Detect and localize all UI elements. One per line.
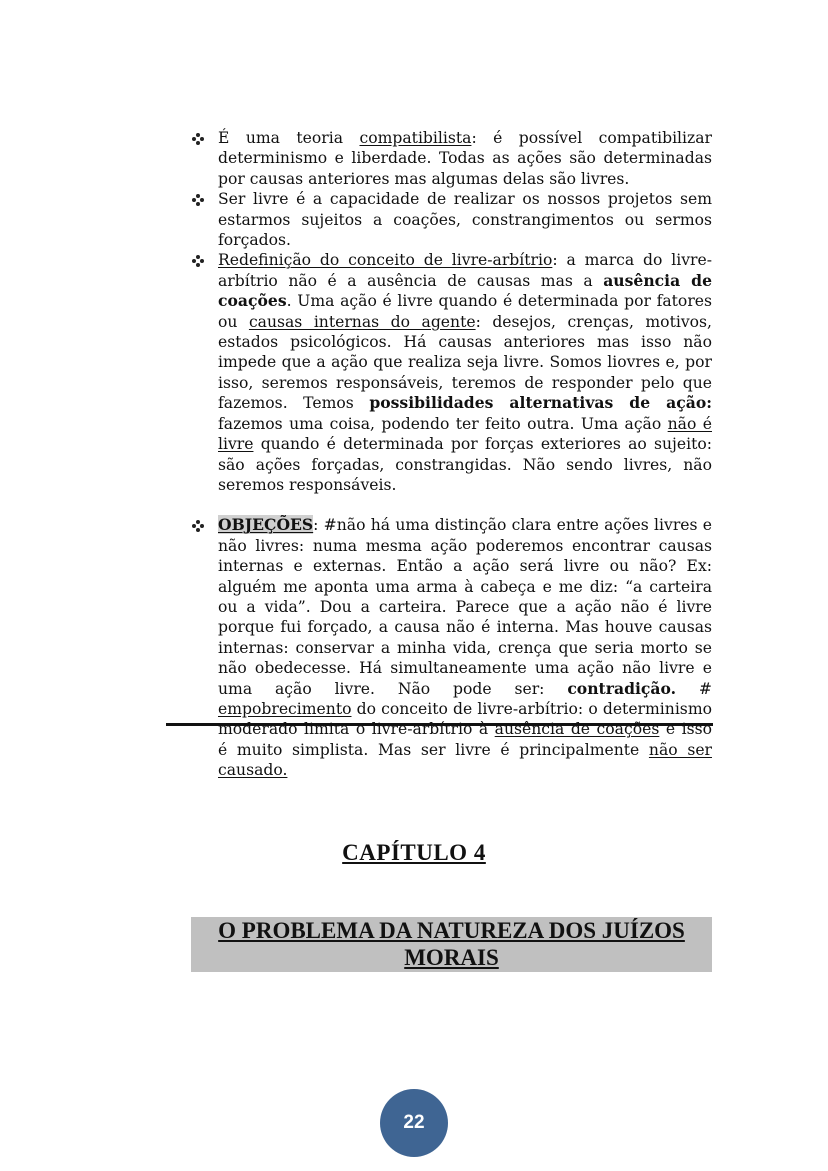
text-segment: contradição.: [567, 678, 677, 698]
bullet-text: [218, 516, 712, 779]
chapter-title-line-2: MORAIS: [404, 945, 499, 970]
text-segment: : desejos, crenças, motivos, estados psicológicos. Há causas anteriores mas isso não impede que a ação que realiza seja livre. Somos liovres e, por isso, seremos responsáveis, teremos de responder pelo que fazemos. Temos: [218, 312, 712, 413]
text-segment: #: [676, 679, 712, 698]
text-segment: Redefinição do conceito de livre-arbítrio: [218, 251, 553, 270]
text-segment: : é possível compatibilizar determinismo e liberdade. Todas as ações são determinadas por causas anteriores mas algumas delas são livres.: [218, 129, 712, 188]
diamond-bullet-icon: [192, 255, 204, 267]
text-segment: : #não há uma distinção clara entre ações livres e não livres: numa mesma ação poderemos encontrar causas internas e externas. Então a ação será livre ou não? Ex: alguém me aponta uma arma à cabeça e me diz: “a carteira ou a vida”. Dou a carteira. Parece que a ação não é livre porque fui forçado, a causa não é interna. Mas houve causas internas: conservar a minha vida, crença que seria morto se não obedecesse. Há simultaneamente uma ação não livre e uma ação livre. Não pode ser:: [218, 516, 712, 698]
page-number-badge: [380, 1089, 448, 1157]
text-segment: Ser livre é a capacidade de realizar os nossos projetos sem estarmos sujeitos a coações, constrangimentos ou sermos forçados.: [218, 190, 712, 250]
text-segment: . Uma ação é livre quando é determinada por fatores ou: [218, 292, 712, 331]
bullet-list: [190, 128, 712, 781]
page-number: 22: [403, 1112, 425, 1133]
bullet-item: [190, 128, 712, 189]
section-divider: [166, 723, 713, 726]
text-segment: causas internas do agente: [248, 312, 476, 331]
bullet-item: [190, 189, 712, 250]
diamond-bullet-icon: [192, 520, 204, 532]
text-segment: não é livre: [218, 414, 712, 454]
bullet-text: [218, 251, 712, 493]
text-segment: É uma teoria: [218, 129, 360, 147]
diamond-bullet-icon: [192, 133, 204, 145]
text-segment: empobrecimento: [218, 699, 352, 718]
text-segment: ausência de coações: [494, 720, 660, 739]
bullet-text: [218, 129, 712, 188]
text-segment: do conceito de livre-arbítrio: o determinismo moderado limita o livre-arbítrio à: [218, 699, 712, 739]
text-segment: e isso é muito simplista. Mas ser livre é principalmente: [218, 720, 712, 759]
text-segment: compatibilista: [359, 129, 472, 147]
text-segment: fazemos uma coisa, podendo ter feito outra. Uma ação: [218, 414, 668, 433]
text-segment: não ser causado.: [218, 740, 712, 780]
text-segment: : a marca do livre-arbítrio não é a ausência de causas mas a: [218, 251, 712, 290]
text-segment: quando é determinada por forças exteriores ao sujeito: são ações forçadas, constrangidas. Não sendo livres, não seremos responsáveis.: [218, 435, 712, 494]
diamond-bullet-icon: [192, 194, 204, 206]
text-segment: ausência de coações: [218, 270, 713, 311]
text-segment: possibilidades alternativas de ação:: [369, 393, 712, 413]
bullet-item-objections: [190, 515, 712, 780]
bullet-text: [218, 190, 712, 249]
text-segment: OBJEÇÕES: [218, 515, 314, 535]
chapter-label: CAPÍTULO 4: [342, 840, 486, 865]
chapter-title-box: [191, 917, 712, 972]
chapter-title-line-1: O PROBLEMA DA NATUREZA DOS JUÍZOS: [218, 918, 685, 943]
bullet-item: [190, 250, 712, 495]
